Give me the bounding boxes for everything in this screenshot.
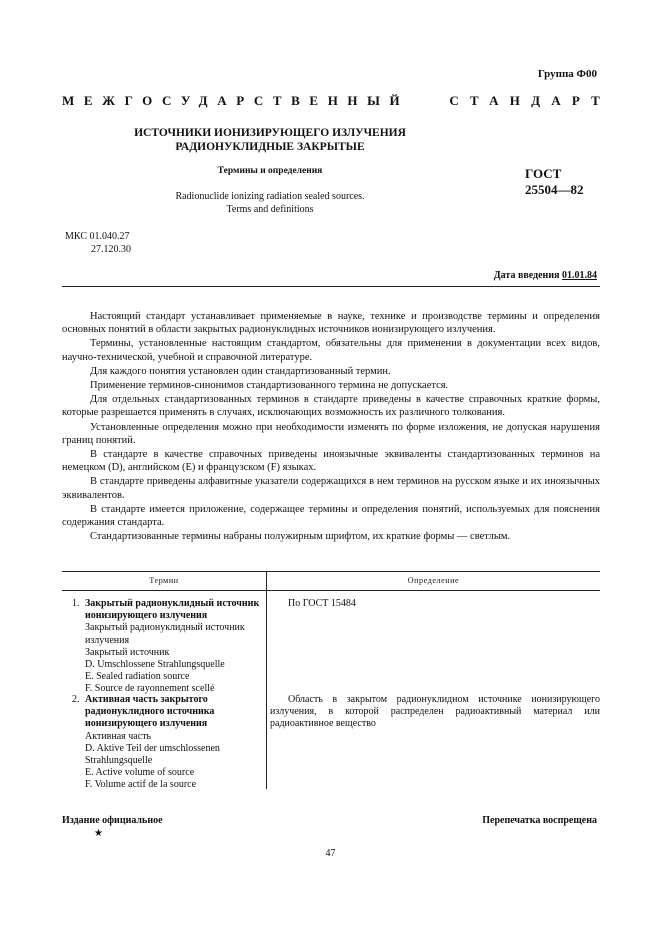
column-header-definition: Определение	[407, 576, 460, 585]
paragraph: Стандартизованные термины набраны полужирным шрифтом, их краткие формы — светлым.	[90, 531, 511, 543]
gost-label: ГОСТ	[525, 166, 562, 181]
table-header-border	[62, 590, 600, 591]
paragraph: Применение терминов-синонимов стандартизованного термина не допускается.	[90, 380, 449, 392]
mks-codes	[65, 230, 131, 256]
paragraph: Для отдельных стандартизованных терминов в стандарте приведены в качестве справочных краткие формы, которые разрешается применять в случаях, исключающих возможность их различного толкования.	[62, 394, 600, 419]
page-number: 47	[325, 848, 336, 859]
english-title-line-1: Radionuclide ionizing radiation sealed sources.	[175, 191, 365, 202]
document-title	[100, 126, 440, 154]
definition-2: Область в закрытом радионуклидном источнике ионизирующего излучения, в которой распределен радиоактивный материал или радиоактивное вещество	[270, 694, 600, 730]
banner-word-standard: СТАНДАРТ	[449, 93, 611, 108]
date-label: Дата введения	[493, 270, 560, 281]
paragraph: В стандарте приведены алфавитные указатели содержащихся в нем терминов на русском языке и их иноязычных эквивалентов.	[62, 476, 600, 501]
term-fr: F. Source de rayonnement scellé	[85, 683, 215, 695]
header-divider	[62, 286, 600, 287]
paragraph: Настоящий стандарт устанавливает применяемые в науке, технике и производстве термины и определения основных понятий в области закрытых радионуклидных источников ионизирующего излучения.	[62, 311, 600, 336]
term-de: D. Umschlossene Strahlungsquelle	[85, 659, 225, 671]
paragraph: Термины, установленные настоящим стандартом, обязательны для применения в документации всех видов, научно-технической, учебной и справочной литературе.	[62, 338, 600, 363]
mks-line-2: 27.120.30	[91, 244, 131, 255]
title-line-2: РАДИОНУКЛИДНЫЕ ЗАКРЫТЫЕ	[175, 141, 365, 153]
mks-line-1: МКС 01.040.27	[65, 231, 130, 242]
term-en: E. Active volume of source	[85, 767, 195, 779]
term-entry-1	[72, 598, 264, 696]
gost-designation	[525, 166, 595, 198]
definition-1: По ГОСТ 15484	[288, 598, 356, 609]
star-icon: ★	[94, 828, 103, 839]
banner-word-interstate: МЕЖГОСУДАРСТВЕННЫЙ	[62, 93, 410, 108]
column-header-term: Термин	[149, 576, 179, 585]
paragraph: В стандарте в качестве справочных приведены иноязычные эквиваленты стандартизованных терминов на немецком (D), английском (E) и французском (F) языках.	[62, 449, 600, 474]
term-number: 1.	[72, 598, 80, 609]
term-short-form: Активная часть	[85, 730, 152, 742]
term-fr: F. Volume actif de la source	[85, 779, 197, 791]
edition-note: Издание официальное	[62, 815, 163, 826]
date-value: 01.01.84	[562, 270, 597, 281]
term-number: 2.	[72, 694, 80, 705]
group-code: Группа Ф00	[537, 68, 597, 80]
standard-banner	[62, 93, 611, 109]
table-top-border	[62, 571, 600, 572]
paragraph: Для каждого понятия установлен один стандартизованный термин.	[90, 365, 391, 377]
english-title-line-2: Terms and definitions	[226, 204, 314, 215]
gost-number: 25504—82	[525, 182, 584, 197]
term-synonym: Закрытый радионуклидный источник излучения	[85, 622, 245, 646]
term-standard: Активная часть закрытого радионуклидного источника ионизирующего излучения	[85, 694, 215, 730]
title-line-1: ИСТОЧНИКИ ИОНИЗИРУЮЩЕГО ИЗЛУЧЕНИЯ	[134, 127, 406, 139]
introduction-date	[494, 270, 597, 281]
term-en: E. Sealed radiation source	[85, 671, 190, 683]
term-short-form: Закрытый источник	[85, 646, 170, 658]
document-subtitle: Термины и определения	[217, 166, 323, 176]
paragraph: Установленные определения можно при необходимости изменять по форме изложения, не допуская нарушения границ понятий.	[62, 421, 600, 446]
term-de: D. Aktive Teil der umschlossenen Strahlungsquelle	[85, 742, 220, 767]
reprint-note: Перепечатка воспрещена	[482, 815, 597, 826]
paragraph: В стандарте имеется приложение, содержащее термины и определения понятий, используемых для пояснения содержания стандарта.	[62, 503, 600, 529]
term-entry-2	[72, 694, 264, 792]
english-title	[100, 190, 440, 216]
intro-text	[62, 310, 600, 544]
table-column-divider	[266, 571, 267, 789]
term-standard: Закрытый радионуклидный источник ионизирующего излучения	[85, 598, 260, 622]
